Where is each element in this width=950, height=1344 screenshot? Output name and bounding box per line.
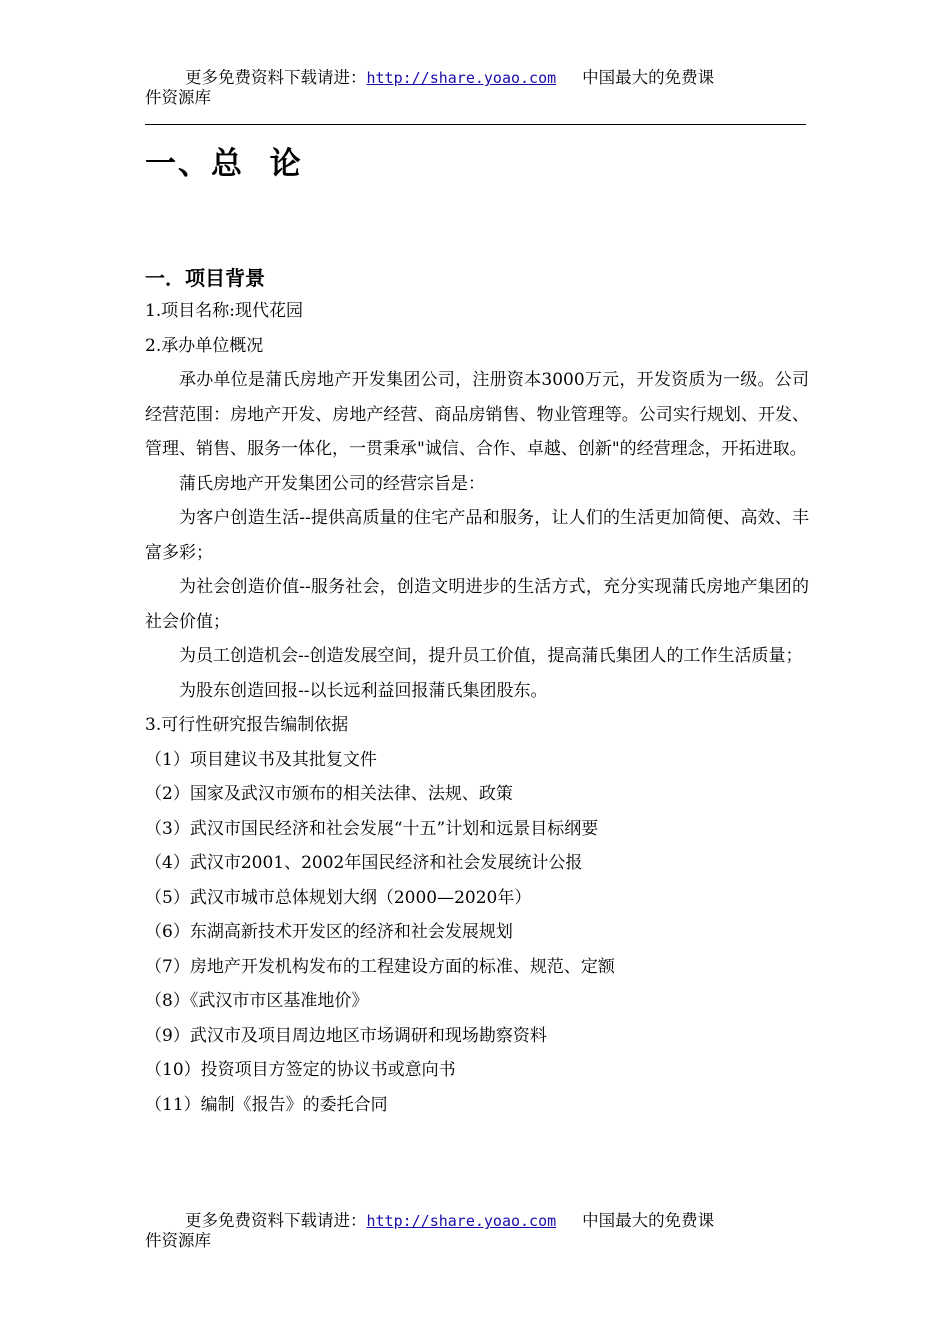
list-item: （1）项目建议书及其批复文件 — [145, 749, 377, 770]
footer-line-2: 件资源库 — [145, 1231, 211, 1250]
page-footer — [145, 1211, 805, 1251]
list-item: （5）武汉市城市总体规划大纲（2000—2020年） — [145, 887, 532, 908]
paragraph-purpose-customers: 为客户创造生活--提供高质量的住宅产品和服务，让人们的生活更加简便、高效、丰富多彩； — [145, 508, 809, 563]
header-line-1 — [145, 68, 805, 88]
item-project-name: 1.项目名称:现代花园 — [145, 301, 303, 321]
list-item: （9）武汉市及项目周边地区市场调研和现场勘察资料 — [145, 1025, 547, 1046]
footer-link[interactable]: http://share.yoao.com — [366, 1212, 557, 1230]
item-organizer: 2.承办单位概况 — [145, 335, 264, 356]
list-item: （8）《武汉市市区基准地价》 — [145, 991, 369, 1011]
document-body — [145, 294, 809, 1122]
header-line-2: 件资源库 — [145, 88, 211, 107]
header-rule — [145, 124, 806, 125]
footer-line-1 — [145, 1211, 805, 1231]
list-item: （11）编制《报告》的委托合同 — [145, 1094, 388, 1115]
header-link[interactable]: http://share.yoao.com — [366, 69, 557, 87]
footer-tail: 中国最大的免费课 — [582, 1211, 715, 1230]
list-item: （2）国家及武汉市颁布的相关法律、法规、政策 — [145, 784, 513, 804]
paragraph-purpose-society: 为社会创造价值--服务社会，创造文明进步的生活方式，充分实现蒲氏房地产集团的社会价值； — [145, 577, 809, 632]
paragraph-organizer-overview: 承办单位是蒲氏房地产开发集团公司，注册资本3000万元，开发资质为一级。公司经营范围：房地产开发、房地产经营、商品房销售、物业管理等。公司实行规划、开发、管理、销售、服务一体化，一贯秉承"诚信、合作、卓越、创新"的经营理念，开拓进取。 — [145, 370, 809, 459]
page-header — [145, 68, 805, 108]
list-item: （3）武汉市国民经济和社会发展“十五”计划和远景目标纲要 — [145, 818, 599, 839]
paragraph-purpose-intro: 蒲氏房地产开发集团公司的经营宗旨是： — [179, 473, 485, 494]
list-item: （4）武汉市2001、2002年国民经济和社会发展统计公报 — [145, 853, 583, 873]
list-item: （7）房地产开发机构发布的工程建设方面的标准、规范、定额 — [145, 956, 615, 977]
chapter-title: 一、总 论 — [145, 146, 303, 182]
footer-prefix: 更多免费资料下载请进： — [185, 1211, 367, 1230]
item-basis-heading: 3.可行性研究报告编制依据 — [145, 715, 349, 735]
section-title: 一．项目背景 — [145, 266, 265, 290]
paragraph-purpose-shareholders: 为股东创造回报--以长远利益回报蒲氏集团股东。 — [179, 680, 548, 701]
paragraph-purpose-employees: 为员工创造机会--创造发展空间，提升员工价值，提高蒲氏集团人的工作生活质量； — [179, 646, 803, 666]
header-prefix: 更多免费资料下载请进： — [185, 68, 367, 87]
header-tail: 中国最大的免费课 — [582, 68, 715, 87]
list-item: （6）东湖高新技术开发区的经济和社会发展规划 — [145, 922, 513, 942]
list-item: （10）投资项目方签定的协议书或意向书 — [145, 1060, 456, 1080]
